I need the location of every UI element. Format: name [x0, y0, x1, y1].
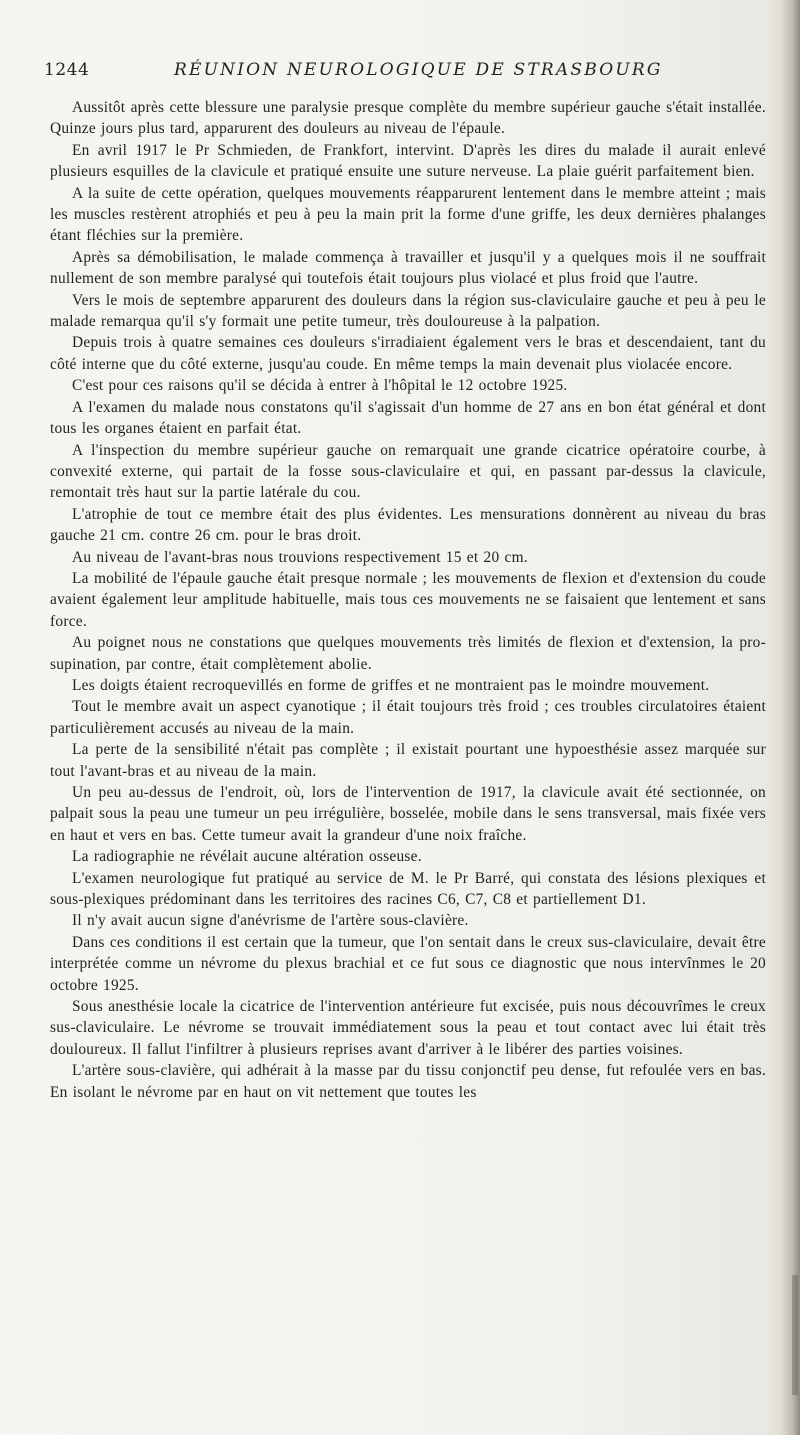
body-text [50, 97, 766, 1347]
paragraph: Depuis trois à quatre semaines ces douleurs s'irradiaient également vers le bras et descendaient, tant du côté interne que du côté externe, jusqu'au coude. En même temps la main devenait plus violacée encore. [50, 334, 766, 373]
paragraph: Il n'y avait aucun signe d'anévrisme de l'artère sous-clavière. [72, 912, 469, 930]
paragraph: Après sa démobilisation, le malade commença à travailler et jusqu'il y a quelques mois il ne souffrait nullement de son membre paralysé qui toutefois était toujours plus violacé et plus froid que l'autre. [50, 248, 766, 288]
paragraph: Au niveau de l'avant-bras nous trouvions respectivement 15 et 20 cm. [72, 548, 528, 566]
paragraph: Un peu au-dessus de l'endroit, où, lors de l'intervention de 1917, la clavicule avait été sectionnée, on palpait sous la peau une tumeur un peu irrégulière, bosselée, mobile dans le sens transversal, mais fixée vers en haut et vers en bas. Cette tumeur avait la grandeur d'une noix fraîche. [50, 784, 766, 844]
paragraph: A l'inspection du membre supérieur gauche on remarquait une grande cicatrice opératoire courbe, à convexité externe, qui partait de la fosse sous-claviculaire et qui, en passant par-dessus la clavicule, remontait très haut sur la partie latérale du cou. [50, 441, 766, 502]
paragraph: La radiographie ne révélait aucune altération osseuse. [72, 848, 422, 866]
paragraph: Aussitôt après cette blessure une paralysie presque complète du membre supérieur gauche s'était installée. Quinze jours plus tard, apparurent des douleurs au niveau de l'épaule. [50, 99, 766, 138]
paragraph: Les doigts étaient recroquevillés en forme de griffes et ne montraient pas le moindre mouvement. [72, 676, 710, 694]
paragraph: Dans ces conditions il est certain que la tumeur, que l'on sentait dans le creux sus-claviculaire, devait être interprétée comme un névrome du plexus brachial et ce fut sous ce diagnostic que nous intervînmes le 20 octobre 1925. [50, 933, 766, 994]
paragraph: La perte de la sensibilité n'était pas complète ; il existait pourtant une hypoesthésie assez marquée sur tout l'avant-bras et au niveau de la main. [50, 741, 766, 780]
page-header [44, 60, 770, 86]
paragraph: A l'examen du malade nous constatons qu'il s'agissait d'un homme de 27 ans en bon état général et dont tous les organes étaient en parfait état. [50, 398, 766, 438]
paragraph: L'artère sous-clavière, qui adhérait à la masse par du tissu conjonctif peu dense, fut refoulée vers en bas. En isolant le névrome par en haut on vit nettement que toutes les [50, 1062, 766, 1101]
running-title: RÉUNION NEUROLOGIQUE DE STRASBOURG [174, 60, 663, 80]
paragraph: Tout le membre avait un aspect cyanotique ; il était toujours très froid ; ces troubles circulatoires étaient particulièrement accusés au niveau de la main. [50, 698, 766, 737]
paragraph: C'est pour ces raisons qu'il se décida à entrer à l'hôpital le 12 octobre 1925. [72, 377, 568, 395]
page-number: 1244 [44, 60, 90, 80]
paragraph: La mobilité de l'épaule gauche était presque normale ; les mouvements de flexion et d'extension du coude avaient également leur amplitude habituelle, mais tous ces mouvements ne se faisaient que lentement et sans force. [50, 569, 766, 630]
paragraph: L'examen neurologique fut pratiqué au service de M. le Pr Barré, qui constata des lésions plexiques et sous-plexiques prédominant dans les territoires des racines C6, C7, C8 et partiellement D1. [50, 869, 766, 909]
paragraph: A la suite de cette opération, quelques mouvements réapparurent lentement dans le membre atteint ; mais les muscles restèrent atrophiés et peu à peu la main prit la forme d'une griffe, les deux dernières phalanges étant fléchies sur la première. [50, 184, 766, 245]
paragraph: L'atrophie de tout ce membre était des plus évidentes. Les mensurations donnèrent au niveau du bras gauche 21 cm. contre 26 cm. pour le bras droit. [50, 505, 766, 545]
paragraph: Vers le mois de septembre apparurent des douleurs dans la région sus-claviculaire gauche et peu à peu le malade remarqua qu'il s'y formait une petite tumeur, très douloureuse à la palpation. [50, 291, 766, 331]
paragraph: En avril 1917 le Pr Schmieden, de Frankfort, intervint. D'après les dires du malade il aurait enlevé plusieurs esquilles de la clavicule et pratiqué ensuite une suture nerveuse. La plaie guérit parfaitement bien. [50, 141, 766, 181]
paragraph: Sous anesthésie locale la cicatrice de l'intervention antérieure fut excisée, puis nous découvrîmes le creux sus-claviculaire. Le névrome se trouvait immédiatement sous la peau et tout contact avec lui était très douloureux. Il fallut l'infiltrer à plusieurs reprises avant d'arriver à le libérer des parties voisines. [50, 998, 766, 1058]
paragraph: Au poignet nous ne constations que quelques mouvements très limités de flexion et d'extension, la pro-supination, par contre, était complètement abolie. [50, 634, 766, 673]
page-edge-shadow [782, 0, 800, 1435]
